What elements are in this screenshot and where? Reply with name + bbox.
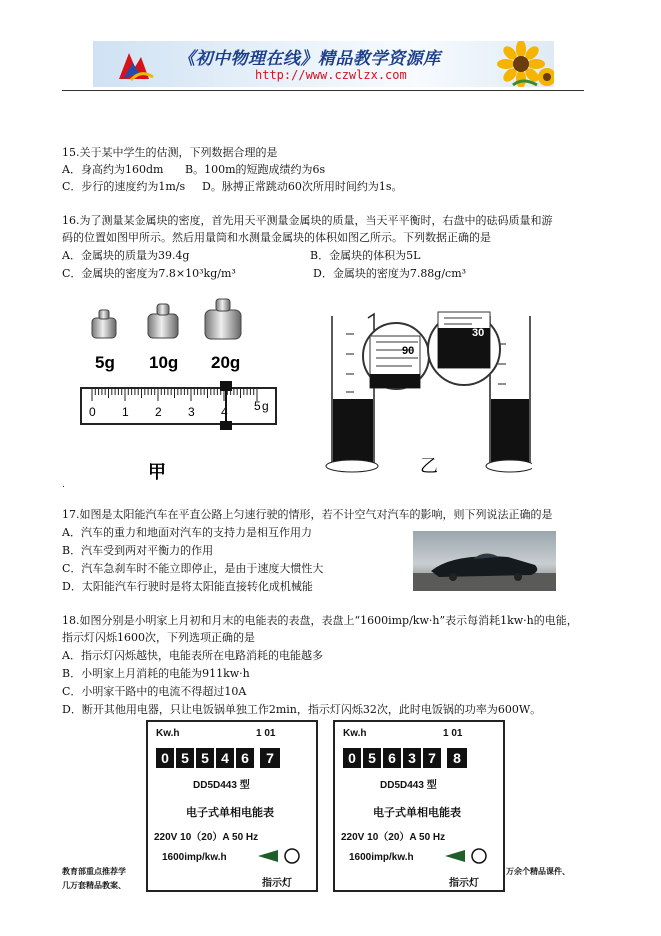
rider-top (220, 381, 232, 391)
meter-specs: 220V 10（20）A 50 Hz (154, 832, 259, 843)
meter-digits (343, 748, 467, 768)
meter-name: 电子式单相电能表 (373, 806, 461, 819)
ruler-tick-4: 4 (221, 405, 228, 419)
q16-option-d: D．金属块的密度为7.88g/cm³ (313, 267, 467, 280)
q17-option-b: B．汽车受到两对平衡力的作用 (62, 544, 214, 557)
ruler-tick-5: 5 (254, 399, 261, 413)
meter-specs: 220V 10（20）A 50 Hz (341, 832, 446, 843)
footer-right-line-1: 万余个精品课件、 (506, 867, 570, 876)
weight-20g-icon (205, 299, 241, 339)
meter-digit: 5 (196, 748, 214, 768)
footer-left-line-1: 教育部重点推荐学 (62, 867, 126, 876)
ruler-tick-0: 0 (89, 405, 96, 419)
q17-option-c: C．汽车急刹车时不能立即停止，是由于速度大惯性大 (62, 562, 324, 575)
q18-stem-2: 指示灯闪烁1600次，下列选项正确的是 (62, 631, 255, 644)
meter-digit: 4 (216, 748, 234, 768)
meter-unit: Kw.h (343, 728, 367, 739)
figure-label-yi: 乙 (420, 456, 438, 477)
meter-digit: 7 (423, 748, 441, 768)
energy-meter-end (333, 720, 505, 892)
q17-option-a: A．汽车的重力和地面对汽车的支持力是相互作用力 (62, 526, 312, 539)
meter-phase: 1 01 (256, 728, 276, 739)
meter-imp: 1600imp/kw.h (162, 852, 227, 863)
header-banner (93, 41, 554, 87)
meter-digit: 5 (176, 748, 194, 768)
meter-digit: 0 (156, 748, 174, 768)
footer-left-line-2: 几万套精品教案、 (62, 881, 126, 890)
banner-title: 《初中物理在线》精品教学资源库 (178, 49, 441, 69)
weight-10g-icon (148, 304, 178, 338)
meter-phase: 1 01 (443, 728, 463, 739)
meter-digit: 5 (363, 748, 381, 768)
cyl-left-reading: 90 (402, 345, 415, 357)
ruler-tick-1: 1 (122, 405, 129, 419)
q15-option-a: A．身高约为160dm (62, 163, 164, 176)
meter-decimal-digit: 7 (260, 748, 280, 768)
meter-digit: 6 (383, 748, 401, 768)
indicator-light-icon (256, 846, 306, 866)
meter-model: DD5D443 型 (193, 780, 250, 791)
meter-indicator-label: 指示灯 (449, 878, 479, 889)
q17-option-d: D．太阳能汽车行驶时是将太阳能直接转化成机械能 (62, 580, 313, 593)
ruler-unit: g (262, 399, 269, 413)
solar-car-photo (413, 531, 556, 591)
cyl-right-reading: 30 (472, 327, 485, 339)
meter-unit: Kw.h (156, 728, 180, 739)
meter-digits (156, 748, 280, 768)
weight-label-20g: 20g (211, 353, 241, 372)
meter-indicator-label: 指示灯 (262, 878, 292, 889)
meter-decimal-digit: 8 (447, 748, 467, 768)
q16-stray-dot: . (62, 480, 65, 490)
ruler-tick-2: 2 (155, 405, 162, 419)
meter-digit: 3 (403, 748, 421, 768)
figure-jia (78, 298, 283, 488)
weight-label-10g: 10g (149, 353, 179, 372)
q16-option-a: A．金属块的质量为39.4g (62, 249, 190, 262)
banner-url: http://www.czwlzx.com (255, 68, 407, 82)
q18-option-c: C．小明家干路中的电流不得超过10A (62, 685, 247, 698)
q18-option-a: A．指示灯闪烁越快，电能表所在电路消耗的电能越多 (62, 649, 323, 662)
weight-label-5g: 5g (95, 353, 115, 372)
weight-5g-icon (92, 310, 116, 338)
meter-model: DD5D443 型 (380, 780, 437, 791)
q15-stem: 15.关于某中学生的估测，下列数据合理的是 (62, 146, 278, 159)
meter-digit: 6 (236, 748, 254, 768)
rider-bottom (220, 421, 232, 430)
header-rule (62, 90, 584, 91)
q16-stem-1: 16.为了测量某金属块的密度，首先用天平测量金属块的质量，当天平平衡时，右盘中的砝码质量和游 (62, 214, 553, 227)
meter-name: 电子式单相电能表 (186, 806, 274, 819)
q18-option-d: D．断开其他用电器，只让电饭锅单独工作2min，指示灯闪烁32次，此时电饭锅的功率为600W。 (62, 703, 542, 716)
q16-option-b: B．金属块的体积为5L (310, 249, 421, 262)
q17-stem: 17.如图是太阳能汽车在平直公路上匀速行驶的情形，若不计空气对汽车的影响，则下列说法正确的是 (62, 508, 553, 521)
figure-label-jia: 甲 (148, 462, 166, 483)
energy-meter-start (146, 720, 318, 892)
q18-option-b: B．小明家上月消耗的电能为911kw·h (62, 667, 250, 680)
figure-yi (322, 304, 532, 479)
meter-imp: 1600imp/kw.h (349, 852, 414, 863)
logo-icon (115, 47, 155, 83)
q15-option-c: C．步行的速度约为1m/s (62, 180, 186, 193)
q16-stem-2: 码的位置如图甲所示。然后用量筒和水测量金属块的体积如图乙所示。下列数据正确的是 (62, 231, 491, 244)
meter-digit: 0 (343, 748, 361, 768)
q18-stem-1: 18.如图分别是小明家上月初和月末的电能表的表盘，表盘上“1600imp/kw·h”表示每消耗1kw·h的电能， (62, 614, 578, 627)
q15-option-d: D。脉搏正常跳动60次所用时间约为1s。 (202, 180, 403, 193)
q15-option-b: B。100m的短跑成绩约为6s (185, 163, 326, 176)
q16-option-c: C．金属块的密度为7.8×10³kg/m³ (62, 267, 236, 280)
ruler-tick-3: 3 (188, 405, 195, 419)
indicator-light-icon (443, 846, 493, 866)
sunflower-icon (493, 41, 554, 87)
